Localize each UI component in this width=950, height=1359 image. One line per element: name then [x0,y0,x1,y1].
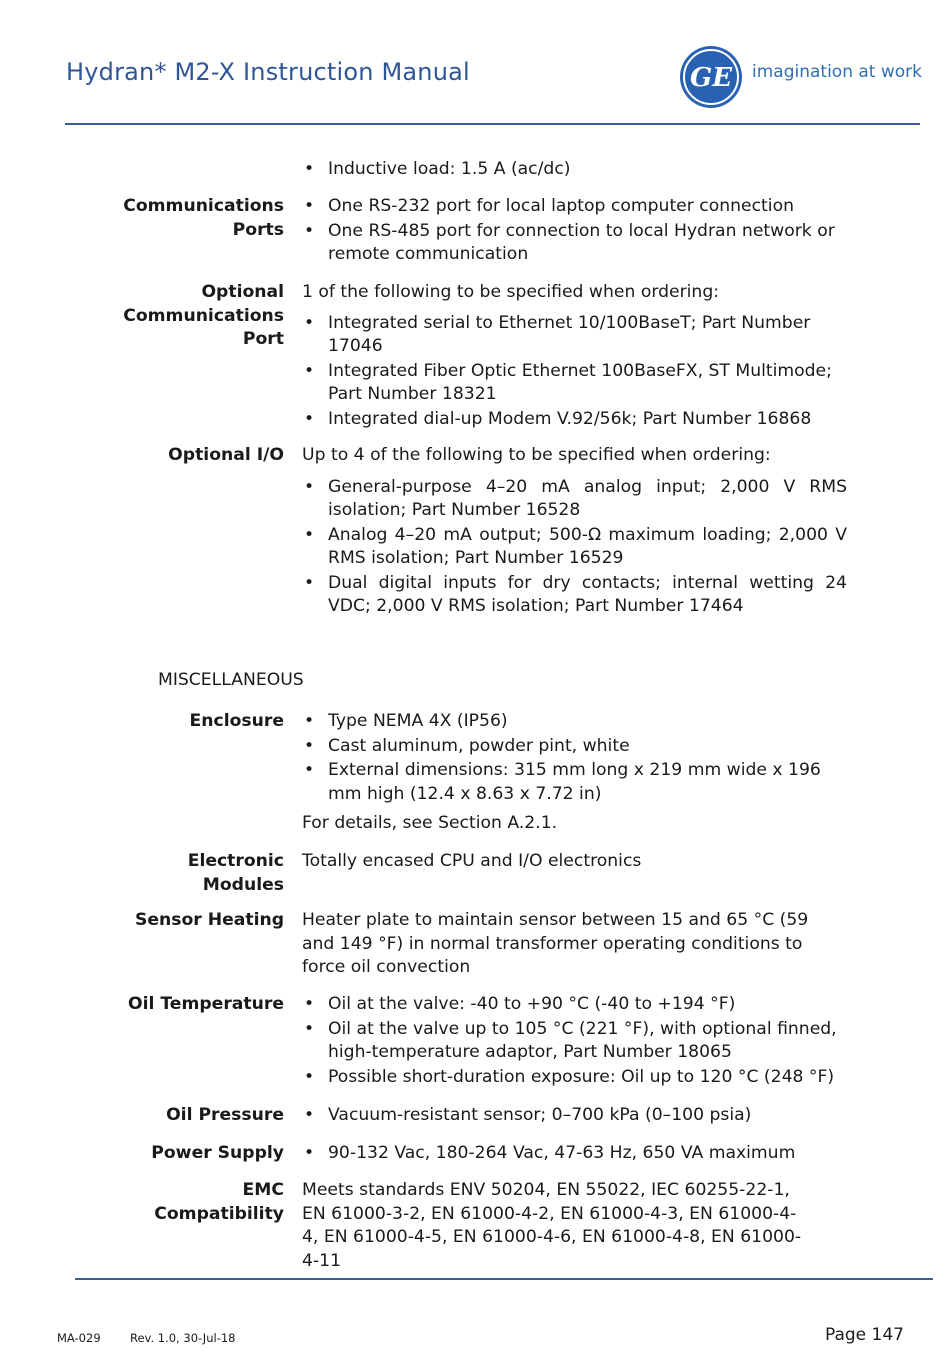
list-item: • Oil at the valve up to 105 °C (221 °F), with optional finned, high-temperature adaptor, Part Number 18065 [304,1018,837,1062]
list-item: • External dimensions: 315 mm long x 219 mm wide x 196 mm high (12.4 x 8.63 x 7.72 in) [304,760,821,804]
spec-text: Heater plate to maintain sensor between 15 and 65 °C (59 and 149 °F) in normal transformer operating conditions to force oil convection [302,910,809,977]
list-item: • Integrated dial-up Modem V.92/56k; Part Number 16868 [304,408,812,429]
svg-text:GE: GE [689,63,733,93]
spec-text: Meets standards ENV 50204, EN 55022, IEC 60255-22-1, EN 61000-3-2, EN 61000-4-2, EN 61000-4-3, EN 61000-4-4, EN 61000-4-5, EN 61000-4-6, EN 61000-4-8, EN 61000-4-11 [302,1180,802,1271]
spec-label: Oil Pressure [166,1105,284,1125]
list-item: • 90-132 Vac, 180-264 Vac, 47-63 Hz, 650 VA maximum [304,1143,796,1163]
spec-intro: 1 of the following to be specified when ordering: [302,282,720,302]
spec-note: For details, see Section A.2.1. [302,813,558,833]
list-item: • Cast aluminum, powder pint, white [304,735,630,756]
tagline: imagination at work [752,62,922,82]
spec-label: Power Supply [151,1143,284,1163]
list-item: • Integrated serial to Ethernet 10/100BaseT; Part Number 17046 [304,312,811,356]
spec-label: Optional Communications Port [123,282,284,349]
list-item: • Type NEMA 4X (IP56) [304,711,508,731]
list-item: • Inductive load: 1.5 A (ac/dc) [304,159,571,179]
spec-intro: Up to 4 of the following to be specified when ordering: [302,445,771,465]
list-item: • Analog 4–20 mA output; 500-Ω maximum loading; 2,000 V RMS isolation; Part Number 16529 [304,524,847,568]
header-rule [65,123,920,125]
list-item: • One RS-232 port for local laptop computer connection [304,196,794,216]
page-number: Page 147 [824,1325,904,1345]
footer-rule [75,1278,933,1280]
section-heading-miscellaneous: MISCELLANEOUS [158,670,304,690]
document-id: MA-029 [57,1331,101,1345]
list-item: • Vacuum-resistant sensor; 0–700 kPa (0–100 psia) [304,1105,752,1125]
spec-label: EMC Compatibility [154,1180,284,1224]
spec-label: Electronic Modules [187,851,284,895]
spec-label: Communications Ports [123,196,284,240]
list-item: • Oil at the valve: -40 to +90 °C (-40 to +194 °F) [304,994,736,1014]
spec-label: Sensor Heating [134,910,284,930]
list-item: • General-purpose 4–20 mA analog input; 2,000 V RMS isolation; Part Number 16528 [304,476,847,520]
spec-text: Totally encased CPU and I/O electronics [302,851,642,871]
revision-info: Rev. 1.0, 30-Jul-18 [130,1331,236,1345]
list-item: • Integrated Fiber Optic Ethernet 100BaseFX, ST Multimode; Part Number 18321 [304,360,832,404]
list-item: • Possible short-duration exposure: Oil up to 120 °C (248 °F) [304,1066,835,1087]
list-item: • Dual digital inputs for dry contacts; internal wetting 24 VDC; 2,000 V RMS isolation; Part Number 17464 [304,572,847,616]
ge-logo [679,45,743,109]
spec-label: Enclosure [189,711,284,731]
spec-label: Optional I/O [168,445,284,465]
document-title: Hydran* M2-X Instruction Manual [66,58,470,86]
spec-label: Oil Temperature [127,994,284,1014]
list-item: • One RS-485 port for connection to local Hydran network or remote communication [304,220,835,264]
